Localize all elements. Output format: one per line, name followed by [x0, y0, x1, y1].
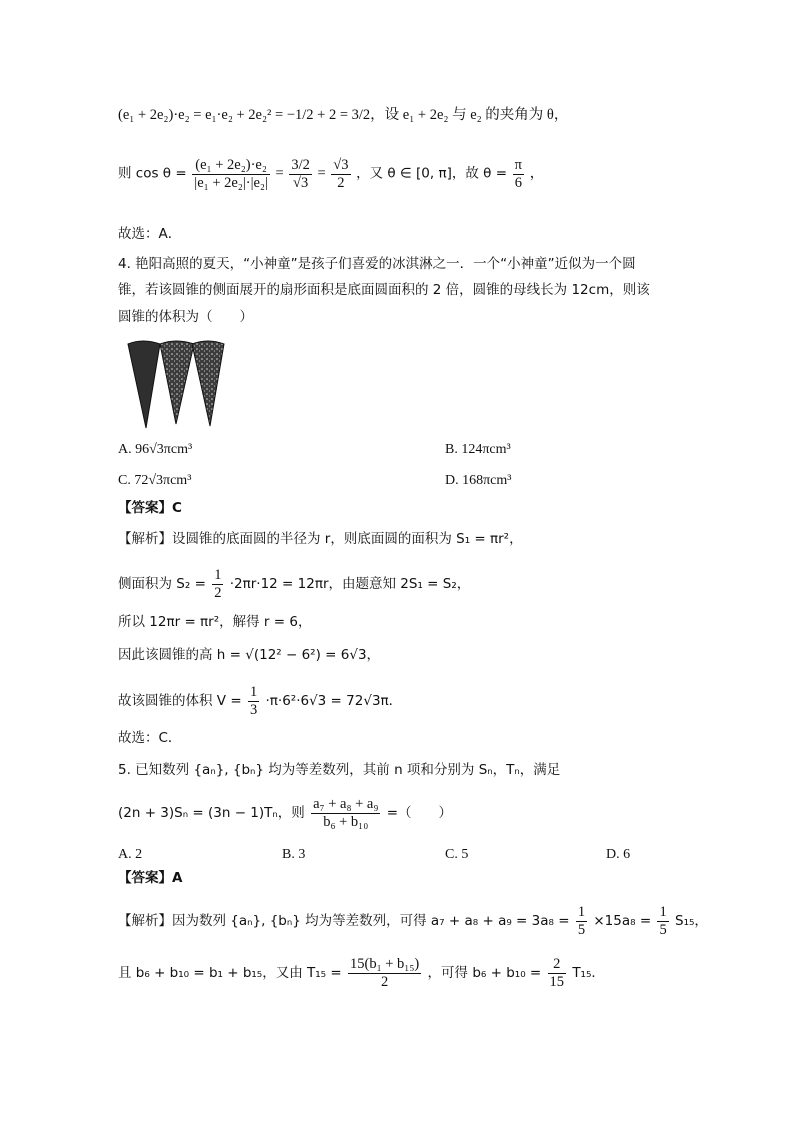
two-fifteenths-fraction	[548, 957, 567, 989]
q5-analysis-line-1	[118, 905, 708, 937]
value-fraction-numerator: 3/2	[291, 157, 310, 173]
q4-stem-line-3: 圆锥的体积为（ ）	[118, 309, 253, 325]
equals-1: =	[275, 165, 284, 182]
half-fraction-denominator: 2	[214, 584, 222, 601]
fifth-fraction-2-numerator: 1	[659, 904, 667, 920]
condition-prefix: (2n + 3)Sₙ = (3n − 1)Tₙ，则	[118, 805, 305, 821]
theta-fraction	[513, 158, 524, 190]
cos-fraction-denominator: |e₁ + 2e₂|·|e₂|	[194, 174, 268, 191]
q4-stem-line-2: 锥，若该圆锥的侧面展开的扇形面积是底面圆面积的 2 倍，圆锥的母线长为 12cm，则该	[118, 282, 650, 298]
q4-answer: 【答案】C	[118, 500, 182, 516]
analysis2-suffix: T₁₅．	[572, 965, 605, 981]
sum-fraction-denominator: 2	[380, 973, 389, 990]
q4-analysis-line-4: 因此该圆锥的高 h = √(12² − 6²) = 6√3，	[118, 647, 381, 663]
volume-prefix: 故该圆锥的体积 V =	[118, 693, 242, 709]
theta-range-text: ，又 θ ∈ [0, π]，故 θ =	[356, 165, 508, 182]
q4-option-b: B. 124πcm³	[445, 442, 511, 457]
q4-analysis-line-3: 所以 12πr = πr²，解得 r = 6，	[118, 614, 312, 630]
condition-suffix: =（ ）	[386, 805, 453, 821]
q4-analysis-line-5	[118, 685, 402, 717]
cone-right	[192, 341, 224, 426]
fifth-fraction-2	[657, 905, 668, 937]
q4-option-a: A. 96√3πcm³	[118, 442, 193, 457]
analysis1-mid: ×15a₈ =	[593, 913, 652, 929]
ice-cream-cones-image	[126, 338, 226, 430]
cos-prefix: 则 cos θ =	[118, 165, 187, 182]
fifth-fraction-1	[576, 905, 587, 937]
analysis2-mid: ，可得 b₆ + b₁₀ =	[427, 965, 542, 981]
q5-analysis-line-2	[118, 957, 605, 989]
fifth-fraction-1-numerator: 1	[577, 904, 586, 920]
analysis2-prefix: 且 b₆ + b₁₀ = b₁ + b₁₅，又由 T₁₅ =	[118, 965, 342, 981]
line-end-comma: ，	[529, 165, 545, 182]
result-fraction-denominator: 2	[337, 174, 345, 191]
q5-stem-line-2	[118, 797, 452, 829]
q5-option-d: D. 6	[606, 847, 631, 862]
third-fraction-numerator: 1	[249, 684, 258, 700]
sum-fraction-numerator: 15(b₁ + b₁₅)	[349, 956, 420, 972]
result-fraction	[331, 158, 350, 190]
cos-fraction	[192, 158, 270, 190]
equals-2: =	[317, 165, 326, 182]
result-fraction-numerator: √3	[333, 157, 349, 173]
value-fraction-denominator: √3	[292, 174, 309, 191]
two-fifteenths-denominator: 15	[549, 973, 565, 990]
analysis1-suffix: S₁₅，	[675, 913, 708, 929]
q4-option-d: D. 168πcm³	[445, 473, 512, 488]
q4-option-c: C. 72√3πcm³	[118, 473, 192, 488]
lateral-area-prefix: 侧面积为 S₂ =	[118, 576, 206, 592]
q3-choice: 故选：A．	[118, 226, 182, 242]
q4-choice: 故选：C．	[118, 730, 182, 746]
half-fraction	[212, 568, 223, 600]
fifth-fraction-1-denominator: 5	[577, 921, 586, 938]
sum-fraction	[348, 957, 421, 989]
q5-answer: 【答案】A	[118, 870, 183, 886]
half-fraction-numerator: 1	[214, 567, 222, 583]
q4-analysis-line-1: 【解析】设圆锥的底面圆的半径为 r，则底面圆的面积为 S₁ = πr²，	[118, 531, 523, 547]
third-fraction-denominator: 3	[249, 701, 258, 718]
ratio-fraction	[311, 797, 380, 829]
third-fraction	[248, 685, 259, 717]
ratio-fraction-numerator: a₇ + a₈ + a₉	[313, 796, 379, 812]
q4-analysis-line-2	[118, 568, 470, 600]
q5-option-b: B. 3	[282, 847, 306, 862]
value-fraction	[289, 158, 312, 190]
theta-fraction-denominator: 6	[514, 174, 522, 191]
cone-left	[128, 341, 160, 428]
q5-option-c: C. 5	[445, 847, 469, 862]
theta-fraction-numerator: π	[514, 157, 522, 173]
ratio-fraction-denominator: b₆ + b₁₀	[323, 813, 369, 830]
lateral-area-suffix: ·2πr·12 = 12πr，由题意知 2S₁ = S₂，	[229, 576, 471, 592]
q3-analysis-line-2	[118, 158, 544, 190]
analysis1-prefix: 【解析】因为数列 {aₙ}, {bₙ} 均为等差数列，可得 a₇ + a₈ + a₉ = 3a₈ =	[118, 913, 570, 929]
cos-fraction-numerator: (e₁ + 2e₂)·e₂	[192, 158, 270, 175]
two-fifteenths-numerator: 2	[548, 957, 567, 974]
volume-suffix: ·π·6²·6√3 = 72√3π．	[265, 693, 403, 709]
q4-stem-line-1: 4. 艳阳高照的夏天，“小神童”是孩子们喜爱的冰淇淋之一．一个“小神童”近似为一个圆	[118, 256, 636, 272]
fifth-fraction-2-denominator: 5	[659, 921, 667, 938]
q3-analysis-line-1: (e₁ + 2e₂)·e₂ = e₁·e₂ + 2e₂² = −1/2 + 2 = 3/2，设 e₁ + 2e₂ 与 e₂ 的夹角为 θ，	[118, 107, 569, 123]
cone-middle	[160, 341, 194, 424]
q5-option-a: A. 2	[118, 847, 143, 862]
q5-stem-line-1: 5. 已知数列 {aₙ}, {bₙ} 均为等差数列，其前 n 项和分别为 Sₙ，Tₙ，满足	[118, 762, 561, 778]
